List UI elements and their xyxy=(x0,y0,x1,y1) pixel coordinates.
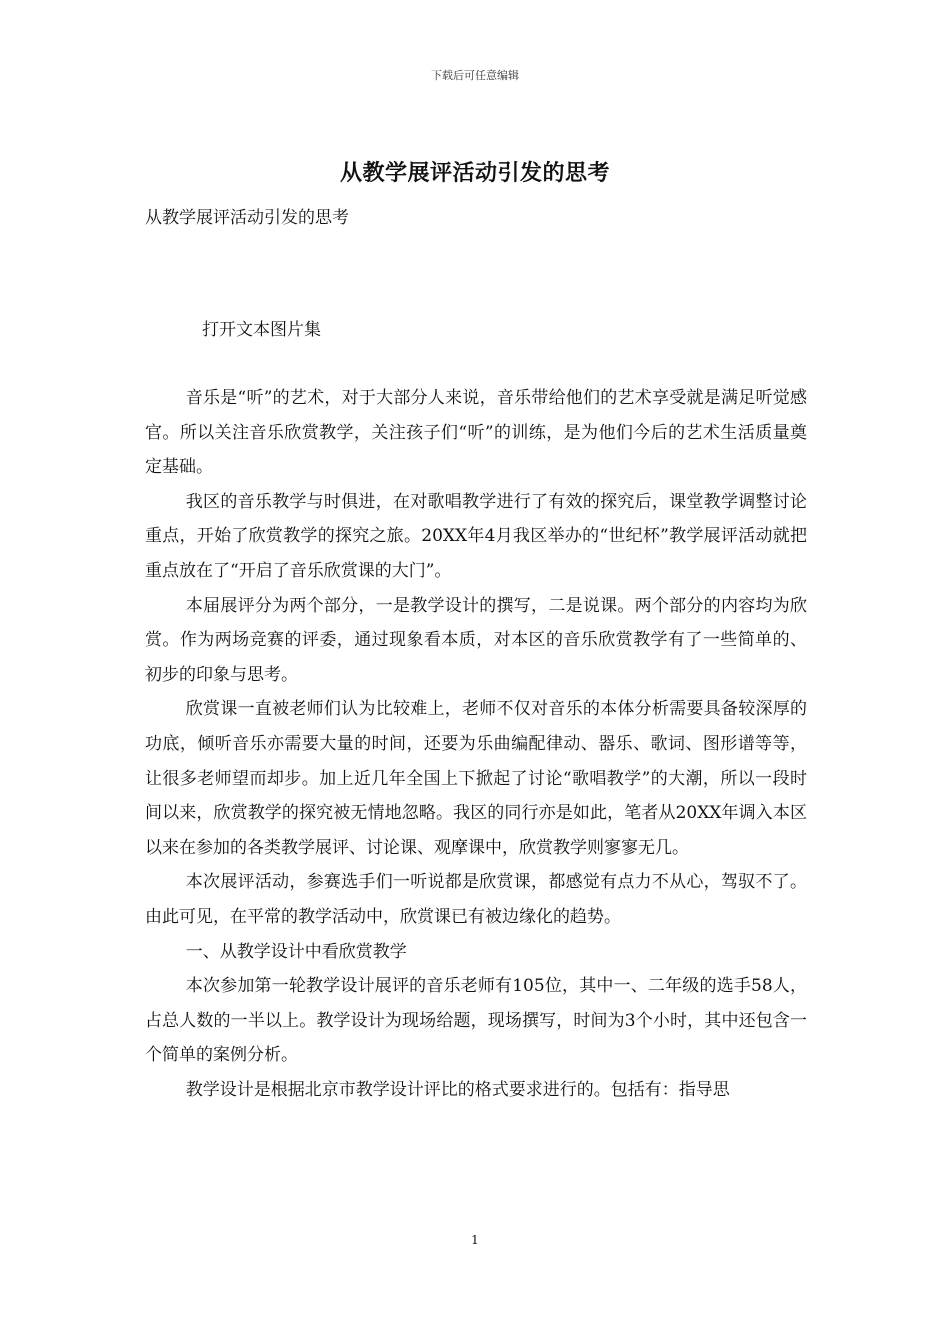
paragraph-6: 本次参加第一轮教学设计展评的音乐老师有105位，其中一、二年级的选手58人，占总人数的一半以上。教学设计为现场给题，现场撰写，时间为3个小时，其中还包含一个简单的案例分析。 xyxy=(145,976,807,1066)
document-title: 从教学展评活动引发的思考 xyxy=(339,160,610,186)
document-subtitle: 从教学展评活动引发的思考 xyxy=(145,208,349,228)
paragraph-4: 欣赏课一直被老师们认为比较难上，老师不仅对音乐的本体分析需要具备较深厚的功底，倾听音乐亦需要大量的时间，还要为乐曲编配律动、器乐、歌词、图形谱等等，让很多老师望而却步。加上近几年全国上下掀起了讨论“歌唱教学”的大潮，所以一段时间以来，欣赏教学的探究被无情地忽略。我区的同行亦是如此，笔者从20XX年调入本区以来在参加的各类教学展评、讨论课、观摩课中，欣赏教学则寥寥无几。 xyxy=(145,699,807,858)
page-number: 1 xyxy=(471,1233,479,1247)
paragraph-5: 本次展评活动，参赛选手们一听说都是欣赏课，都感觉有点力不从心，驾驭不了。由此可见，在平常的教学活动中，欣赏课已有被边缘化的趋势。 xyxy=(145,872,807,927)
header-note: 下载后可任意编辑 xyxy=(431,69,519,82)
paragraph-2: 我区的音乐教学与时俱进，在对歌唱教学进行了有效的探究后，课堂教学调整讨论重点，开始了欣赏教学的探究之旅。20XX年4月我区举办的“世纪杯”教学展评活动就把重点放在了“开启了音乐欣赏课的大门”。 xyxy=(145,491,807,581)
document-body xyxy=(145,381,807,1107)
open-image-gallery-link[interactable]: 打开文本图片集 xyxy=(202,320,321,340)
paragraph-1: 音乐是“听”的艺术，对于大部分人来说，音乐带给他们的艺术享受就是满足听觉感官。所以关注音乐欣赏教学，关注孩子们“听”的训练，是为他们今后的艺术生活质量奠定基础。 xyxy=(145,388,807,478)
paragraph-7: 教学设计是根据北京市教学设计评比的格式要求进行的。包括有：指导思 xyxy=(185,1079,730,1100)
section-heading: 一、从教学设计中看欣赏教学 xyxy=(185,941,407,962)
paragraph-3: 本届展评分为两个部分，一是教学设计的撰写，二是说课。两个部分的内容均为欣赏。作为两场竞赛的评委，通过现象看本质，对本区的音乐欣赏教学有了一些简单的、初步的印象与思考。 xyxy=(145,595,807,685)
